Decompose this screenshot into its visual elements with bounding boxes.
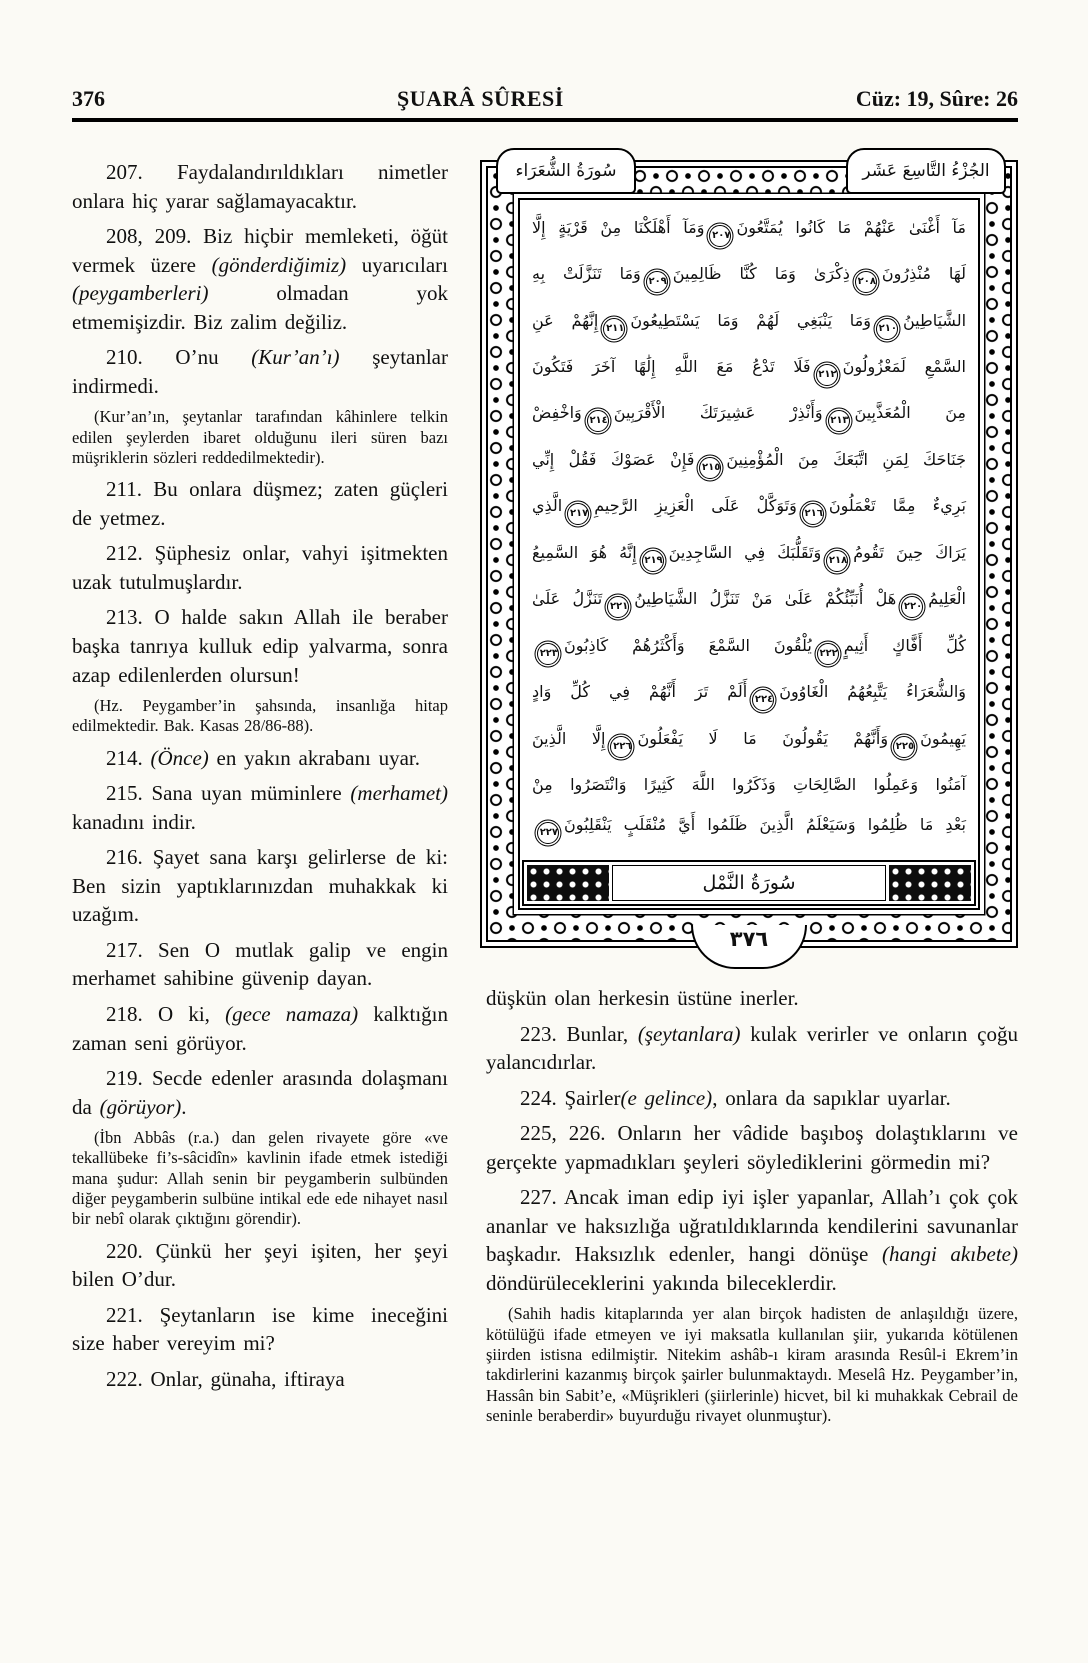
text-segment: (İbn Abbâs (r.a.) dan gelen rivayete göre «ve tekallübeke fi’s-sâcidîn» kavlinin ifade etmek istediği mana şudur: Allah senin bir peygamberin sulbünden diğer peygamberin sulbüne intikal ede ede nihayet nasıl bir nebî olarak çıktığını görendir). bbox=[72, 1128, 448, 1229]
quran-text-line bbox=[532, 587, 966, 618]
verse-number-medallion: ٢٢٢ bbox=[817, 643, 839, 665]
quran-text-line bbox=[532, 680, 966, 711]
text-segment: 218. O ki, bbox=[106, 1001, 226, 1026]
verse-paragraph bbox=[72, 539, 448, 596]
verse-paragraph bbox=[72, 1365, 448, 1394]
surah-name-tab-label: سُورَةُ الشُّعَرَاء bbox=[515, 161, 617, 181]
text-segment: يَهِيمُونَ bbox=[920, 728, 966, 748]
next-surah-label: سُورَةُ النَّمْل bbox=[612, 865, 886, 901]
text-segment: 214. bbox=[106, 745, 151, 770]
quran-text-line bbox=[532, 541, 966, 572]
continuation-paragraph bbox=[486, 984, 1018, 1013]
quran-text-line bbox=[532, 494, 966, 525]
surah-name-tab bbox=[496, 148, 636, 194]
text-segment: ذِكْرَىٰ وَمَا كُنَّا ظَالِمِينَ bbox=[672, 264, 850, 284]
commentary-note bbox=[72, 696, 448, 737]
text-segment: لَهَا مُنْذِرُونَ bbox=[881, 264, 966, 284]
verse-number-medallion: ٢٢٦ bbox=[610, 736, 632, 758]
text-segment: (Sahih hadis kitaplarında yer alan birçok hadisten de anlaşıldığı üzere, kötülüğü ifade etmeyen ve iyi maksatla kullanılan şiir, yukarıda kötülenen şiirden istisna edilmiştir. Nitekim ashâb-ı kiram arasında Resûl-i Ekrem’in takdirlerini kazanmış birçok şairler bulunmaktaydı. Meselâ Hz. Peygamber’in, Hassân bin Sabit’e, «Müşrikleri (şiirlerinle) hicvet, bil ki muhakkak Cebrail de seninle beraberdir» buyurduğu rivayet olunmuştur). bbox=[486, 1304, 1018, 1425]
text-segment: وَمَا تَنَزَّلَتْ بِهِ bbox=[532, 264, 641, 284]
text-segment: كُلِّ أَفَّاكٍ أَثِيمٍ bbox=[843, 635, 967, 655]
quran-text-panel bbox=[518, 198, 980, 910]
verse-paragraph bbox=[72, 1301, 448, 1358]
verse-paragraph bbox=[72, 222, 448, 336]
verse-paragraph bbox=[72, 475, 448, 532]
body-columns bbox=[72, 158, 1018, 1433]
text-segment: وَاخْفِضْ bbox=[532, 403, 582, 423]
right-text-column bbox=[486, 158, 1018, 1433]
quran-text-line bbox=[532, 355, 966, 386]
text-segment: 225, 226. Onların her vâdide başıboş dolaştıklarını ve gerçekte yapmadıkları şeyleri söylediklerini görmedin mi? bbox=[486, 1121, 1018, 1174]
text-segment: şeytanlar indirmedi. bbox=[72, 345, 448, 398]
text-segment: (hangi akıbete) bbox=[881, 1242, 1018, 1267]
text-segment: آمَنُوا وَعَمِلُوا الصَّالِحَاتِ وَذَكَرُوا اللَّهَ كَثِيرًا وَانْتَصَرُوا مِنْ bbox=[532, 774, 966, 794]
text-segment: وَالشُّعَرَاءُ يَتَّبِعُهُمُ الْغَاوُونَ bbox=[779, 682, 966, 702]
surah-title-header: ŞUARÂ SÛRESİ bbox=[397, 86, 564, 111]
verse-number-medallion: ٢٠٨ bbox=[855, 271, 877, 293]
text-segment: kanadını indir. bbox=[72, 809, 196, 834]
verse-number-medallion: ٢٢٧ bbox=[537, 822, 559, 844]
juz-tab bbox=[846, 148, 1006, 194]
verse-paragraph bbox=[72, 1064, 448, 1121]
verse-paragraph bbox=[486, 1084, 1018, 1113]
text-segment: 213. O halde sakın Allah ile beraber başka tanrıya kulluk edip yalvarma, sonra azap edilenlerden olursun! bbox=[72, 605, 448, 687]
verse-number-medallion: ٢٠٩ bbox=[646, 271, 668, 293]
text-segment: الشَّيَاطِينُ bbox=[902, 310, 967, 330]
verse-paragraph bbox=[486, 1020, 1018, 1077]
text-segment: (peygamberleri) bbox=[72, 281, 209, 306]
commentary-note bbox=[72, 407, 448, 468]
text-segment: إِلَّا الَّذِينَ bbox=[532, 728, 606, 748]
text-segment: 223. Bunlar, bbox=[520, 1021, 638, 1046]
text-segment: بَعْدِ مَا ظُلِمُوا وَسَيَعْلَمُ الَّذِينَ ظَلَمُوا أَيَّ مُنْقَلَبٍ يَنْقَلِبُونَ bbox=[564, 815, 966, 835]
text-segment: وَمَا يَنْبَغِي لَهُمْ وَمَا يَسْتَطِيعُونَ bbox=[630, 310, 871, 330]
verse-paragraph bbox=[486, 1119, 1018, 1176]
text-segment: مِنَ الْمُعَذَّبِينَ bbox=[854, 403, 966, 423]
text-segment: تَنَزَّلُ عَلَىٰ bbox=[532, 589, 603, 609]
text-segment: بَرِيءٌ مِمَّا تَعْمَلُونَ bbox=[828, 496, 967, 516]
text-segment: الْعَلِيمُ bbox=[928, 589, 966, 609]
verse-paragraph bbox=[72, 779, 448, 836]
verse-paragraph bbox=[72, 1237, 448, 1294]
text-segment: (Kur’an’ın, şeytanlar tarafından kâhinlere telkin edilen şeylerden ibaret olduğunu ileri süren bazı müşriklerin sözleri reddedilmektedir). bbox=[72, 407, 448, 467]
text-segment: 216. Şayet sana karşı gelirlerse de ki: Ben sizin yaptıklarınızdan muhakkak ki uzağım. bbox=[72, 845, 448, 927]
verse-paragraph bbox=[72, 744, 448, 773]
verse-paragraph bbox=[486, 1183, 1018, 1297]
quran-text-line bbox=[532, 262, 966, 293]
text-segment: جَنَاحَكَ لِمَنِ اتَّبَعَكَ مِنَ الْمُؤْمِنِينَ bbox=[726, 449, 966, 469]
text-segment: kulak verirler ve onların çoğu yalancıdırlar. bbox=[486, 1021, 1018, 1075]
quran-text-line bbox=[532, 448, 966, 479]
text-segment: 220. Çünkü her şeyi işiten, her şeyi bilen O’dur. bbox=[72, 1238, 448, 1292]
text-segment: kalktığın zaman seni görüyor. bbox=[72, 1001, 448, 1055]
verse-number-medallion: ٢٢٠ bbox=[901, 596, 923, 618]
verse-number-medallion: ٢١١ bbox=[603, 318, 625, 340]
text-segment: مَآ أَغْنَىٰ عَنْهُمْ مَا كَانُوا يُمَتَّعُونَ bbox=[736, 217, 967, 237]
verse-paragraph bbox=[72, 603, 448, 689]
text-segment: أَلَمْ تَرَ أَنَّهُمْ فِي كُلِّ وَادٍ bbox=[532, 682, 748, 702]
text-segment: وَأَنْذِرْ عَشِيرَتَكَ الْأَقْرَبِينَ bbox=[613, 403, 823, 423]
text-segment: 217. Sen O mutlak galip ve engin merhamet sahibine güvenip dayan. bbox=[72, 937, 448, 991]
text-segment: (Kur’an’ı) bbox=[251, 345, 340, 370]
verse-number-medallion: ٢٢٥ bbox=[893, 736, 915, 758]
verse-number-medallion: ٢١٤ bbox=[587, 410, 609, 432]
juz-tab-label: الجُزْءُ التَّاسِعَ عَشَر bbox=[862, 161, 990, 181]
quran-text-line bbox=[532, 773, 966, 798]
text-segment: 215. Sana uyan müminlere bbox=[106, 781, 351, 806]
quran-text-area bbox=[520, 200, 978, 856]
text-segment: 207. Faydalandırıldıkları nimetler onlara hiç yarar sağlamayacaktır. bbox=[72, 160, 448, 213]
verse-number-medallion: ٢٢٣ bbox=[537, 643, 559, 665]
text-segment: فَإِنْ عَصَوْكَ فَقُلْ إِنِّي bbox=[532, 449, 695, 469]
text-segment: (Önce) bbox=[150, 745, 209, 770]
verse-number-medallion: ٢٠٧ bbox=[709, 225, 731, 247]
text-segment: يُلْقُونَ السَّمْعَ وَأَكْثَرُهُمْ كَاذِبُونَ bbox=[564, 635, 812, 655]
verse-number-medallion: ٢١٦ bbox=[802, 503, 824, 525]
page-number-medallion bbox=[691, 925, 807, 969]
text-segment: 212. Şüphesiz onlar, vahyi işitmekten uzak tutulmuşlardır. bbox=[72, 541, 448, 594]
commentary-note bbox=[72, 1128, 448, 1229]
verse-number-medallion: ٢١٢ bbox=[816, 364, 838, 386]
verse-paragraph bbox=[72, 158, 448, 215]
commentary-note bbox=[486, 1304, 1018, 1426]
text-segment: وَتَقَلُّبَكَ فِي السَّاجِدِينَ bbox=[668, 542, 822, 562]
text-segment: . bbox=[181, 1094, 187, 1119]
verse-number-medallion: ٢١٧ bbox=[567, 503, 589, 525]
text-segment: 222. Onlar, günaha, iftiraya bbox=[106, 1366, 345, 1391]
text-segment: 227. Ancak iman edip iyi işler yapanlar, Allah’ı çok çok ananlar ve haksızlığa uğratıldıklarında kendilerini savunanlar başkadır. Haksızlık edenler, hangi dönüşe bbox=[486, 1185, 1018, 1267]
text-segment: (Hz. Peygamber’in şahsında, insanlığa hitap edilmektedir. Bak. Kasas 28/86-88). bbox=[72, 696, 448, 736]
cartouche-ornament-left bbox=[527, 865, 609, 901]
text-segment: , onlara da sapıklar uyarlar. bbox=[712, 1085, 951, 1110]
text-segment: الَّذِي bbox=[532, 496, 563, 516]
right-column-text bbox=[486, 984, 1018, 1426]
quran-text-line bbox=[532, 401, 966, 432]
verse-paragraph bbox=[72, 1000, 448, 1057]
quran-text-line bbox=[532, 216, 966, 247]
text-segment: 221. Şeytanların ise kime ineceğini size haber vereyim mi? bbox=[72, 1302, 448, 1356]
verse-number-medallion: ٢١٥ bbox=[699, 457, 721, 479]
page-number: 376 bbox=[72, 86, 105, 111]
text-segment: السَّمْعِ لَمَعْزُولُونَ bbox=[842, 357, 966, 377]
text-segment: وَتَوَكَّلْ عَلَى الْعَزِيزِ الرَّحِيمِ bbox=[594, 496, 797, 516]
verse-number-medallion: ٢١٩ bbox=[642, 550, 664, 572]
quran-text-line bbox=[532, 309, 966, 340]
left-text-column bbox=[72, 158, 448, 1433]
verse-paragraph bbox=[72, 343, 448, 400]
text-segment: إِنَّهُمْ عَنِ bbox=[532, 310, 599, 330]
arabic-page-number: ٣٧٦ bbox=[729, 927, 769, 951]
quran-text-line bbox=[532, 813, 966, 844]
text-segment: düşkün olan herkesin üstüne inerler. bbox=[486, 986, 799, 1010]
text-segment: (gece namaza) bbox=[225, 1001, 359, 1026]
text-segment: uyarıcıları bbox=[346, 252, 448, 277]
verse-paragraph bbox=[72, 936, 448, 993]
cartouche-ornament-right bbox=[889, 865, 971, 901]
text-segment: (merhamet) bbox=[350, 781, 448, 806]
verse-paragraph bbox=[72, 843, 448, 929]
verse-number-medallion: ٢١٠ bbox=[876, 318, 898, 340]
text-segment: (e gelince) bbox=[620, 1085, 713, 1110]
text-segment: يَرَاكَ حِينَ تَقُومُ bbox=[853, 542, 967, 562]
text-segment: (şeytanlara) bbox=[637, 1021, 741, 1046]
text-segment: en yakın akrabanı uyar. bbox=[208, 745, 420, 770]
verse-number-medallion: ٢٢٤ bbox=[752, 689, 774, 711]
page-header bbox=[72, 86, 1018, 122]
text-segment: 208, 209. Biz hiçbir memleketi, öğüt vermek üzere bbox=[72, 224, 448, 277]
text-segment: 211. Bu onlara düşmez; zaten güçleri de yetmez. bbox=[72, 477, 448, 530]
next-surah-cartouche bbox=[522, 860, 976, 906]
text-segment: إِنَّهُ هُوَ السَّمِيعُ bbox=[532, 542, 637, 562]
text-segment: döndürüleceklerini yakında bileceklerdir. bbox=[486, 1270, 837, 1295]
quran-text-line bbox=[532, 634, 966, 665]
text-segment: (görüyor) bbox=[99, 1094, 182, 1119]
quran-text-line bbox=[532, 727, 966, 758]
text-segment: (gönderdiğimiz) bbox=[211, 252, 347, 277]
verse-number-medallion: ٢١٨ bbox=[826, 550, 848, 572]
verse-number-medallion: ٢٢١ bbox=[607, 596, 629, 618]
text-segment: 210. O’nu bbox=[106, 345, 252, 370]
text-segment: فَلَا تَدْعُ مَعَ اللَّهِ إِلَٰهًا آخَرَ فَتَكُونَ bbox=[532, 357, 811, 377]
verse-number-medallion: ٢١٣ bbox=[828, 410, 850, 432]
text-segment: هَلْ أُنَبِّئُكُمْ عَلَىٰ مَنْ تَنَزَّلُ الشَّيَاطِينُ bbox=[634, 589, 897, 609]
quran-page-frame bbox=[480, 160, 1018, 951]
juz-surah-info: Cüz: 19, Sûre: 26 bbox=[855, 86, 1018, 111]
text-segment: olmadan yok etmemişizdir. Biz zalim değiliz. bbox=[72, 281, 448, 334]
text-segment: وَمَآ أَهْلَكْنَا مِنْ قَرْيَةٍ إِلَّا bbox=[532, 217, 705, 237]
text-segment: وَأَنَّهُمْ يَقُولُونَ مَا لَا يَفْعَلُونَ bbox=[637, 728, 889, 748]
text-segment: 219. Secde edenler arasında dolaşmanı da bbox=[72, 1066, 448, 1119]
text-segment: 224. Şairler bbox=[520, 1085, 621, 1110]
